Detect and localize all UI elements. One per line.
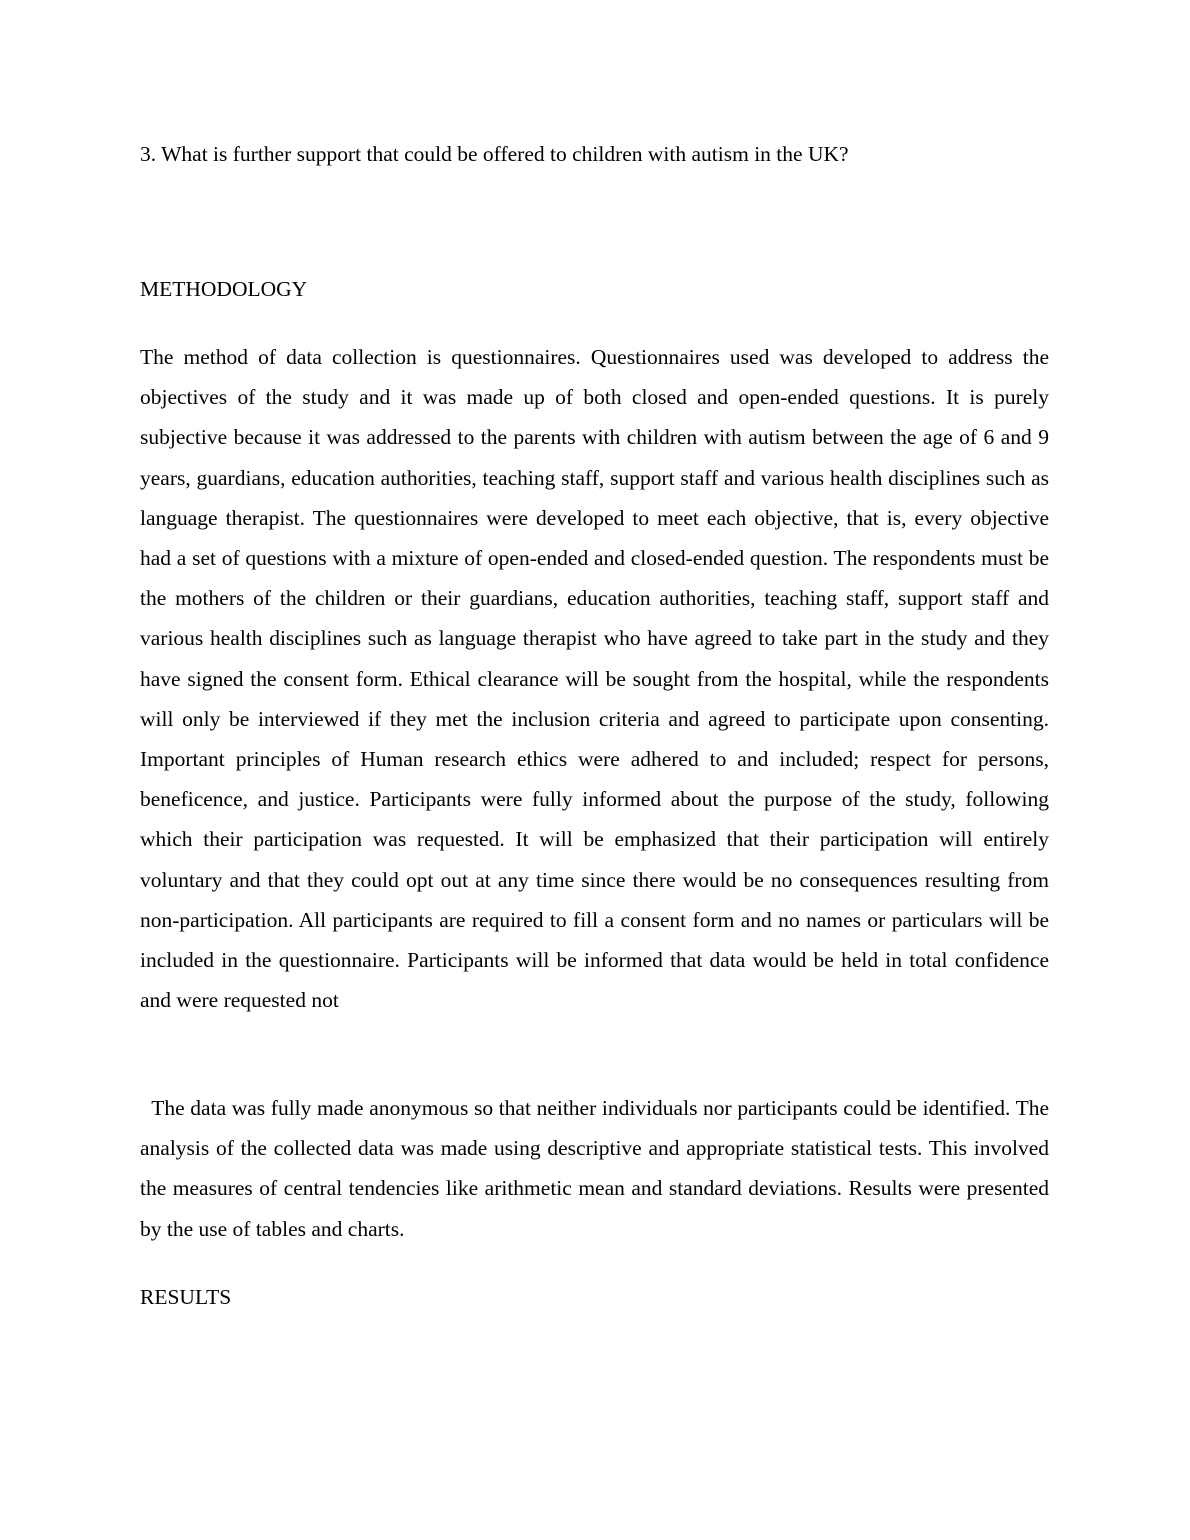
methodology-heading: METHODOLOGY <box>140 277 308 301</box>
research-question: 3. What is further support that could be offered to children with autism in the UK? <box>140 142 849 166</box>
results-heading: RESULTS <box>140 1285 232 1309</box>
methodology-paragraph-1: The method of data collection is questionnaires. Questionnaires used was developed to address the objectives of the study and it was made up of both closed and open-ended questions. It is purely subjective because it was addressed to the parents with children with autism between the age of 6 and 9 years, guardians, education authorities, teaching staff, support staff and various health disciplines such as language therapist. The questionnaires were developed to meet each objective, that is, every objective had a set of questions with a mixture of open-ended and closed-ended question. The respondents must be the mothers of the children or their guardians, education authorities, teaching staff, support staff and various health disciplines such as language therapist who have agreed to take part in the study and they have signed the consent form. Ethical clearance will be sought from the hospital, while the respondents will only be interviewed if they met the inclusion criteria and agreed to participate upon consenting. Important principles of Human research ethics were adhered to and included; respect for persons, beneficence, and justice. Participants were fully informed about the purpose of the study, following which their participation was requested. It will be emphasized that their participation will entirely voluntary and that they could opt out at any time since there would be no consequences resulting from non-participation. All participants are required to fill a consent form and no names or particulars will be included in the questionnaire. Participants will be informed that data would be held in total confidence and were requested not <box>140 345 1049 1013</box>
methodology-paragraph-2: The data was fully made anonymous so that neither individuals nor participants could be identified. The analysis of the collected data was made using descriptive and appropriate statistical tests. This involved the measures of central tendencies like arithmetic mean and standard deviations. Results were presented by the use of tables and charts. <box>140 1096 1055 1241</box>
